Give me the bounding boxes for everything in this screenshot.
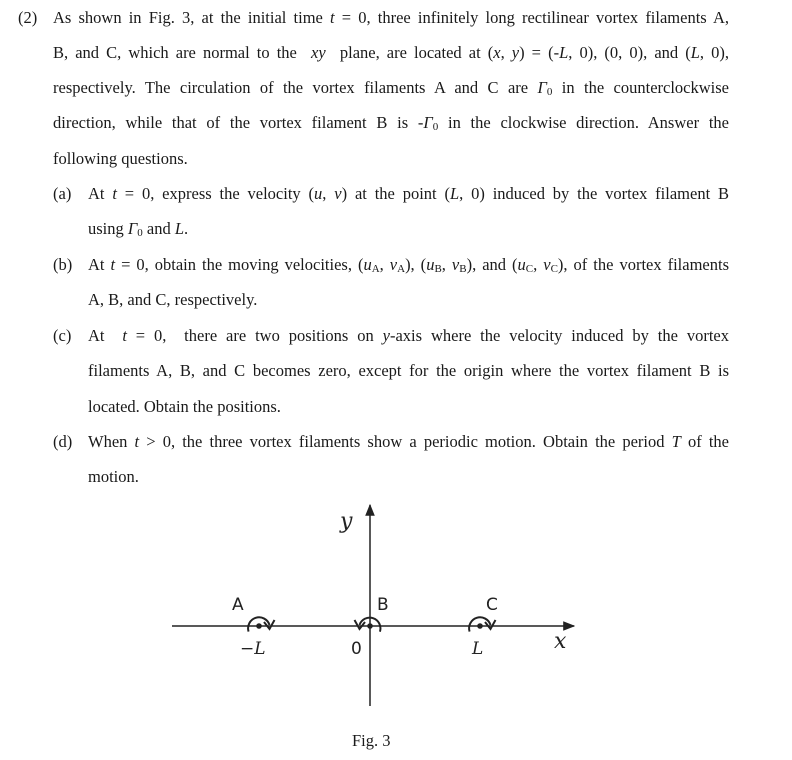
figure-caption: Fig. 3 [352,731,391,750]
question-a-line-2: using $\Gamma_0$ and L. [88,219,189,239]
vortex-core-icon [367,623,373,629]
intro-line-1: As shown in Fig. 3, at the initial time t = 0, three infinitely long rectilinear vortex filaments A, [53,8,729,27]
intro-line-4: direction, while that of the vortex filament B is $-\Gamma_0$ in the clockwise direction. Answer the [53,113,729,133]
question-c-line-3: located. Obtain the positions. [88,397,281,416]
vortex-core-icon [477,623,483,629]
question-b-line-1: At t = 0, obtain the moving velocities, ($u_A$, $v_A$), ($u_B$, $v_B$), and ($u_C$, $v_C$), of the vortex filaments [88,255,729,275]
vortex-b-label: B [377,595,389,615]
origin-label: 0 [351,639,362,659]
question-a-line-1: At t = 0, express the velocity (u, v) at the point (L, 0) induced by the vortex filament B [88,184,730,203]
vortex-a-position: −L [240,639,266,659]
question-c-line-2: filaments A, B, and C becomes zero, except for the origin where the vortex filament B is [88,361,729,380]
question-b-line-2: A, B, and C, respectively. [88,290,258,309]
question-b-label: (b) [53,255,73,274]
figure-3 [0,490,792,730]
question-c-line-1: At t = 0, there are two positions on y-axis where the velocity induced by the vortex [88,326,730,345]
vortex-c-position: L [472,639,484,659]
vortex-core-icon [256,623,262,629]
intro-line-3: respectively. The circulation of the vortex filaments A and C are $\Gamma_0$ in the counterclockwise [53,78,729,98]
question-a-label: (a) [53,184,72,203]
x-axis-label: x [554,629,567,654]
vortex-c-label: C [486,595,498,615]
question-d-line-2: motion. [88,467,139,486]
question-d-line-1: When t > 0, the three vortex filaments show a periodic motion. Obtain the period T of the [88,432,729,451]
problem-number: (2) [18,8,38,27]
question-c-label: (c) [53,326,72,345]
question-d-label: (d) [53,432,73,451]
intro-line-2: B, and C, which are normal to the xy plane, are located at (x, y) = (-L, 0), (0, 0), and (L, 0), [53,43,729,62]
intro-line-5: following questions. [53,149,188,168]
vortex-c [469,595,498,659]
vortex-a [232,595,275,659]
vortex-a-label: A [232,595,244,615]
y-axis-label: y [340,509,353,534]
